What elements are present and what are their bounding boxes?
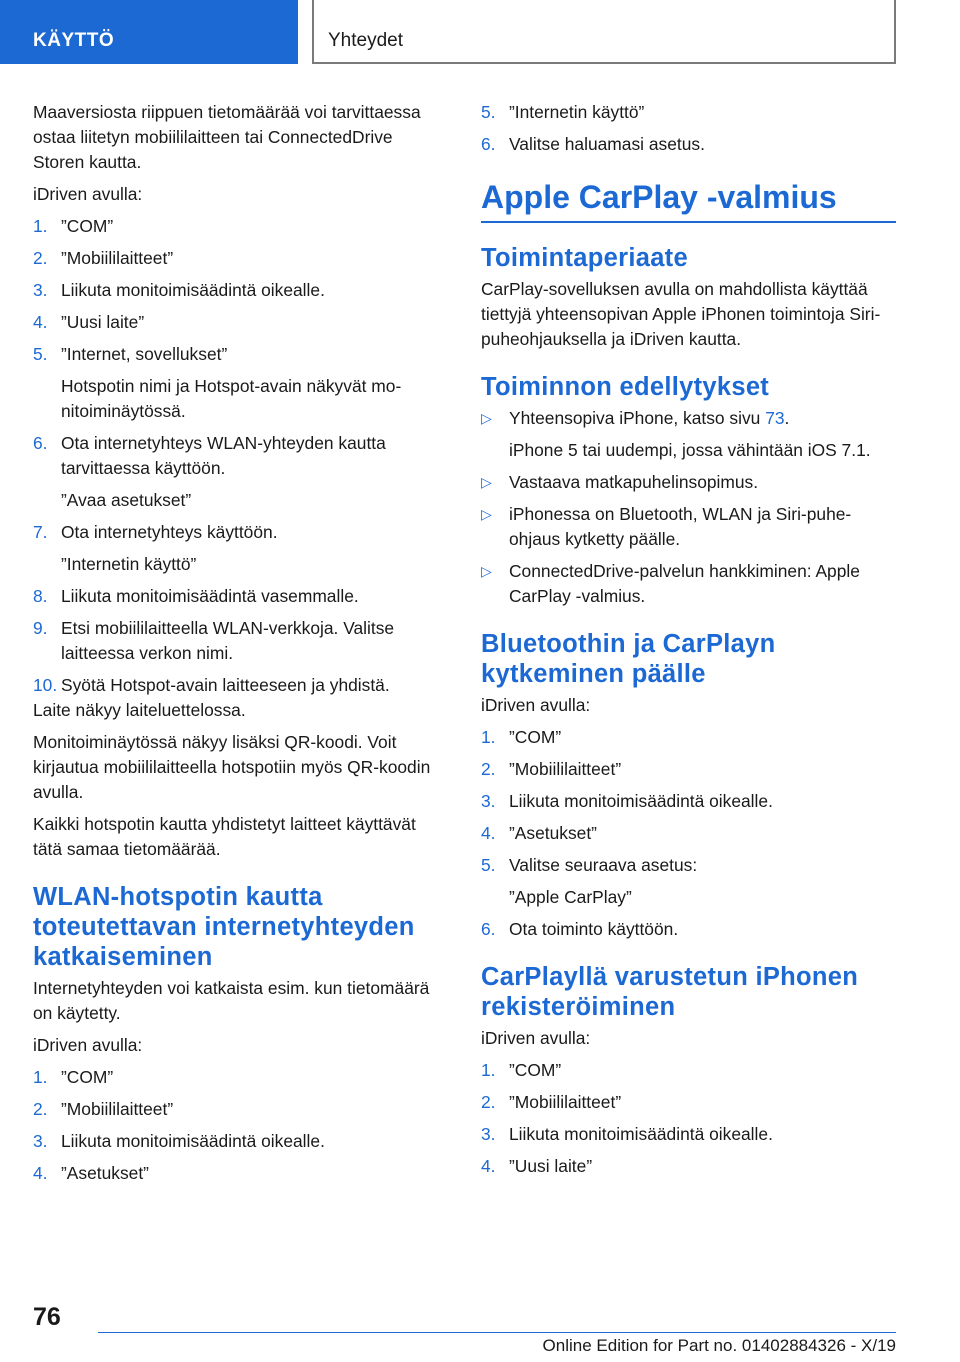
disconnect-steps-list [33, 1065, 438, 1186]
list-item: ▷ iPhonessa on Bluetooth, WLAN ja Siri-puheohjaus kytketty päälle. [481, 504, 852, 549]
idrive-label: iDriven avulla: [33, 184, 143, 204]
list-item: 2. ”Mobiililaitteet” [481, 1092, 622, 1112]
qr-code-note: Monitoiminäytössä näkyy lisäksi QR-koodi. Voit kirjautua mobiililaitteella hotspotiin myös QR-koodin avulla. [33, 732, 431, 802]
principle-heading: Toimintaperiaate [481, 244, 688, 272]
carplay-enable-steps [481, 725, 896, 942]
right-column [481, 100, 896, 1186]
hotspot-steps-list [33, 214, 438, 698]
disconnect-heading: WLAN-hotspotin kautta toteutettavan internetyhteyden katkaiseminen [33, 883, 415, 971]
list-item: 1. ”COM” [33, 216, 114, 236]
requirements-list [481, 406, 896, 609]
list-item: ▷ ConnectedDrive-palvelun hankkiminen: Apple CarPlay -valmius. [481, 561, 860, 606]
list-item: 2. ”Mobiililaitteet” [33, 248, 174, 268]
list-item: 2. ”Mobiililaitteet” [481, 759, 622, 779]
list-item: 6. Ota toiminto käyttöön. [481, 919, 679, 939]
footer-divider [98, 1332, 896, 1333]
disconnect-paragraph: Internetyhteyden voi katkaista esim. kun tietomäärä on käytetty. [33, 978, 430, 1023]
idrive-label: iDriven avulla: [481, 1028, 591, 1048]
list-item: 6. Ota internetyhteys WLAN-yhteyden kautta tarvittaessa käyttöön. ”Avaa asetukset” [33, 433, 386, 510]
bluetooth-heading: Bluetoothin ja CarPlayn kytkeminen päälle [481, 630, 776, 688]
triangle-bullet-icon: ▷ [481, 563, 492, 579]
left-column [33, 100, 438, 1193]
list-item: 5. ”Internetin käyttö” [481, 102, 645, 122]
list-item: 5. Valitse seuraava asetus: ”Apple CarPlay” [481, 855, 698, 907]
idrive-label: iDriven avulla: [481, 695, 591, 715]
list-item: 4. ”Uusi laite” [481, 1156, 593, 1176]
list-item: 3. Liikuta monitoimisäädintä oikealle. [481, 1124, 773, 1144]
list-item: 3. Liikuta monitoimisäädintä oikealle. [481, 791, 773, 811]
list-item: 5. ”Internet, sovellukset” Hotspotin nimi ja Hotspot-avain näkyvät monitoiminäytössä. [33, 344, 402, 421]
list-item: 9. Etsi mobiililaitteella WLAN-verkkoja. Valitse laitteessa verkon nimi. [33, 618, 395, 663]
list-item: 4. ”Asetukset” [33, 1163, 149, 1183]
list-item: 3. Liikuta monitoimisäädintä oikealle. [33, 1131, 325, 1151]
header-chapter-tab: Yhteydet [312, 0, 896, 64]
list-item: 6. Valitse haluamasi asetus. [481, 134, 705, 154]
disconnect-steps-continued [481, 100, 896, 157]
intro-paragraph: Maaversiosta riippuen tietomäärää voi tarvittaessa ostaa liitetyn mobiililaitteen tai ConnectedDrive Storen kautta. [33, 102, 421, 172]
header-section-tab: KÄYTTÖ [0, 0, 298, 64]
list-item: 4. ”Uusi laite” [33, 312, 145, 332]
page-link[interactable]: 73 [765, 408, 785, 428]
principle-paragraph: CarPlay-sovelluksen avulla on mahdollista käyttää tiettyjä yhteensopivan Apple iPhonen toimintoja Siri-puheohjauksella ja iDriven kautta. [481, 279, 881, 349]
list-item: 1. ”COM” [33, 1067, 114, 1087]
list-item: 10. Syötä Hotspot-avain laitteeseen ja yhdistä. [33, 675, 390, 695]
list-item: 1. ”COM” [481, 1060, 562, 1080]
list-item: 2. ”Mobiililaitteet” [33, 1099, 174, 1119]
list-item: 8. Liikuta monitoimisäädintä vasemmalle. [33, 586, 359, 606]
data-sharing-note: Kaikki hotspotin kautta yhdistetyt laitteet käyttävät tätä samaa tietomäärää. [33, 814, 416, 859]
registration-heading: CarPlayllä varustetun iPhonen rekisteröiminen [481, 963, 859, 1021]
list-item: 1. ”COM” [481, 727, 562, 747]
triangle-bullet-icon: ▷ [481, 506, 492, 522]
registration-steps [481, 1058, 896, 1179]
requirements-heading: Toiminnon edellytykset [481, 373, 770, 401]
idrive-label: iDriven avulla: [33, 1035, 143, 1055]
list-item: 3. Liikuta monitoimisäädintä oikealle. [33, 280, 325, 300]
device-list-note: Laite näkyy laiteluettelossa. [33, 700, 246, 720]
carplay-main-heading: Apple CarPlay -valmius [481, 177, 896, 223]
list-item: 7. Ota internetyhteys käyttöön. ”Internetin käyttö” [33, 522, 278, 574]
list-item: ▷ Yhteensopiva iPhone, katso sivu 73. iPhone 5 tai uudempi, jossa vähintään iOS 7.1. [481, 408, 871, 460]
list-item: ▷ Vastaava matkapuhelinsopimus. [481, 470, 896, 495]
triangle-bullet-icon: ▷ [481, 410, 492, 426]
edition-footer: Online Edition for Part no. 01402884326 - X/19 [542, 1336, 896, 1355]
page-number: 76 [33, 1303, 61, 1331]
triangle-bullet-icon: ▷ [481, 474, 492, 490]
list-item: 4. ”Asetukset” [481, 823, 597, 843]
